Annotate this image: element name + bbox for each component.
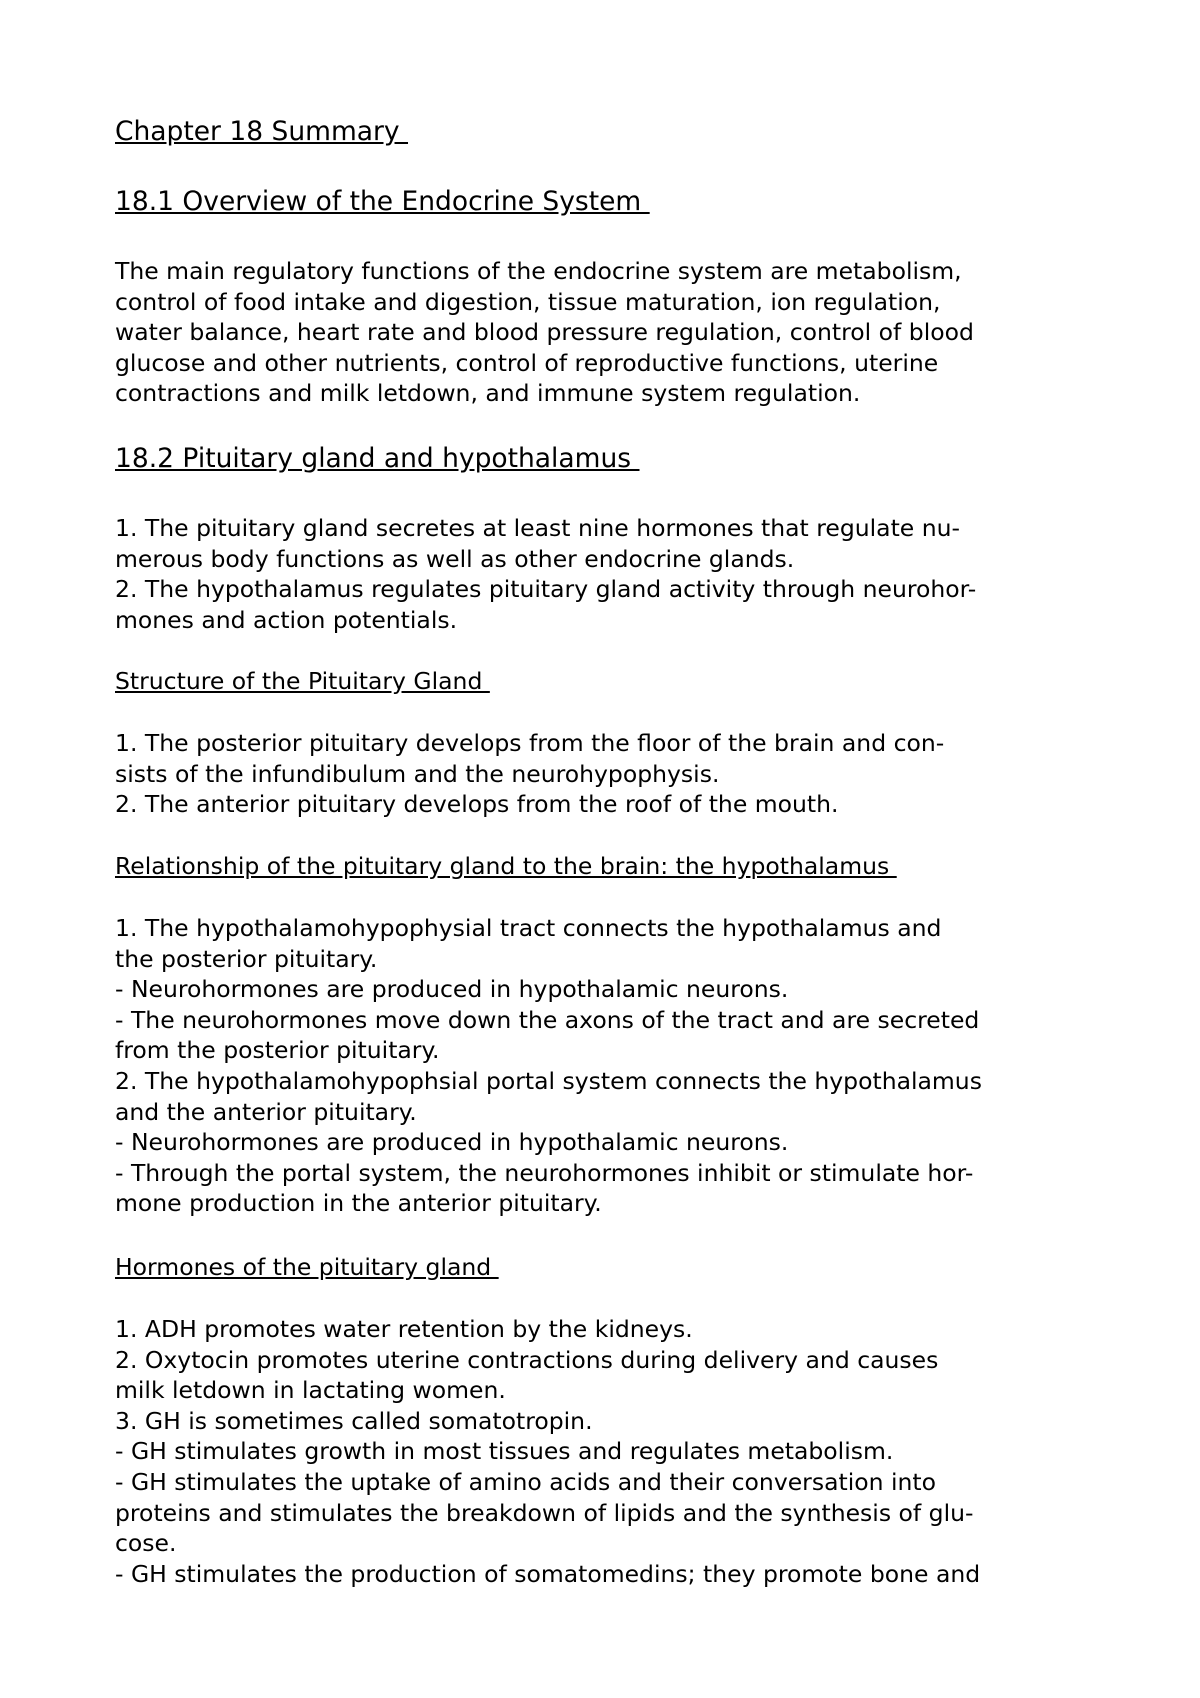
text-line: - GH stimulates the production of somatomedins; they promote bone and: [115, 1559, 981, 1588]
subsection-heading-structure: Structure of the Pituitary Gland: [115, 667, 490, 695]
subsection-heading-hormones: Hormones of the pituitary gland: [115, 1253, 499, 1281]
text-line: milk letdown in lactating women.: [115, 1376, 506, 1405]
text-line: 1. The hypothalamohypophysial tract connects the hypothalamus and: [115, 914, 942, 942]
text-line: - Neurohormones are produced in hypothalamic neurons.: [115, 1128, 789, 1157]
text-line: merous body functions as well as other endocrine glands.: [115, 544, 795, 573]
text-line: 2. Oxytocin promotes uterine contractions during delivery and causes: [115, 1345, 939, 1374]
subsection-paragraph-relationship: [115, 913, 1115, 1219]
text-line: 2. The anterior pituitary develops from the roof of the mouth.: [115, 790, 839, 819]
document-title: Chapter 18 Summary: [115, 116, 409, 147]
subsection-heading-relationship: Relationship of the pituitary gland to the brain: the hypothalamus: [115, 852, 897, 880]
text-line: 3. GH is sometimes called somatotropin.: [115, 1406, 593, 1435]
text-line: contractions and milk letdown, and immune system regulation.: [115, 379, 861, 408]
text-line: cose.: [115, 1529, 177, 1558]
text-line: 2. The hypothalamohypophsial portal system connects the hypothalamus: [115, 1066, 982, 1095]
section-heading-pituitary: 18.2 Pituitary gland and hypothalamus: [115, 443, 640, 474]
text-line: the posterior pituitary.: [115, 944, 378, 973]
subsection-paragraph-structure: [115, 728, 1115, 820]
text-line: glucose and other nutrients, control of reproductive functions, uterine: [115, 348, 939, 377]
text-line: 1. ADH promotes water retention by the kidneys.: [115, 1315, 693, 1343]
text-line: The main regulatory functions of the endocrine system are metabolism,: [115, 257, 962, 285]
text-line: proteins and stimulates the breakdown of lipids and the synthesis of glu-: [115, 1498, 974, 1527]
text-line: control of food intake and digestion, tissue maturation, ion regulation,: [115, 287, 941, 316]
section-paragraph-overview: [115, 256, 1115, 409]
text-line: and the anterior pituitary.: [115, 1097, 417, 1126]
text-line: 1. The pituitary gland secretes at least nine hormones that regulate nu-: [115, 514, 960, 542]
text-line: - GH stimulates growth in most tissues and regulates metabolism.: [115, 1437, 894, 1466]
text-line: 1. The posterior pituitary develops from the floor of the brain and con-: [115, 729, 945, 757]
text-line: water balance, heart rate and blood pressure regulation, control of blood: [115, 318, 974, 347]
text-line: - The neurohormones move down the axons of the tract and are secreted: [115, 1005, 980, 1034]
section-heading-overview: 18.1 Overview of the Endocrine System: [115, 186, 650, 217]
section-paragraph-pituitary: [115, 513, 1115, 635]
text-line: from the posterior pituitary.: [115, 1036, 440, 1065]
text-line: - Through the portal system, the neurohormones inhibit or stimulate hor-: [115, 1158, 974, 1187]
text-line: - Neurohormones are produced in hypothalamic neurons.: [115, 975, 789, 1004]
text-line: mones and action potentials.: [115, 605, 458, 634]
subsection-paragraph-hormones: [115, 1314, 1115, 1589]
text-line: - GH stimulates the uptake of amino acids and their conversation into: [115, 1467, 936, 1496]
text-line: 2. The hypothalamus regulates pituitary gland activity through neurohor-: [115, 575, 977, 604]
text-line: mone production in the anterior pituitary.: [115, 1189, 602, 1218]
text-line: sists of the infundibulum and the neurohypophysis.: [115, 759, 720, 788]
